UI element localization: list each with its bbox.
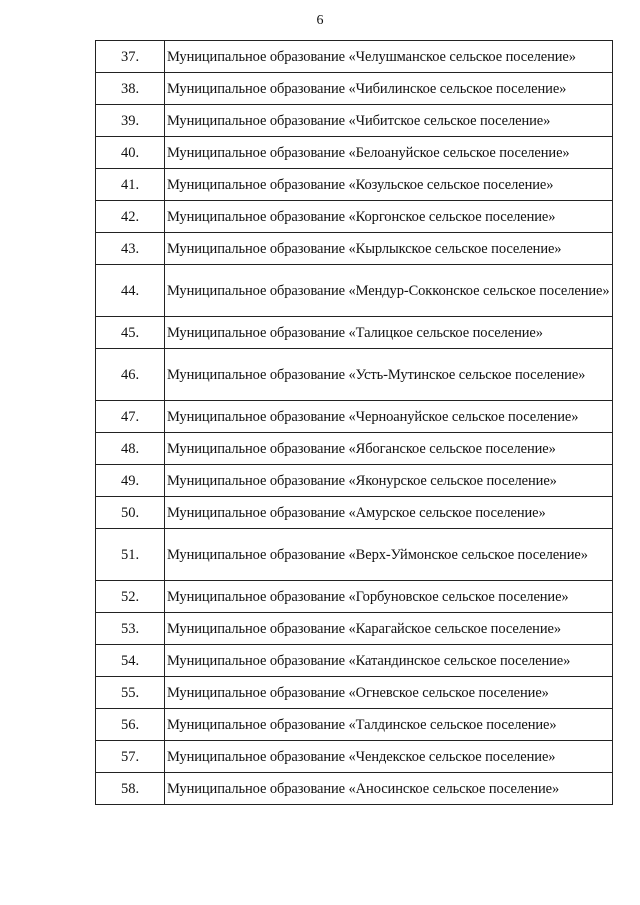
row-number: 46.	[96, 349, 165, 401]
municipality-name: Муниципальное образование «Огневское сельское поселение»	[165, 677, 613, 709]
municipality-name: Муниципальное образование «Белоануйское сельское поселение»	[165, 137, 613, 169]
table-row	[96, 41, 613, 73]
municipality-name: Муниципальное образование «Ябоганское сельское поселение»	[165, 433, 613, 465]
table-row	[96, 773, 613, 805]
row-number: 57.	[96, 741, 165, 773]
table-row	[96, 709, 613, 741]
row-number: 43.	[96, 233, 165, 265]
row-number: 53.	[96, 613, 165, 645]
row-number: 58.	[96, 773, 165, 805]
table-row	[96, 645, 613, 677]
municipality-name: Муниципальное образование «Челушманское сельское поселение»	[165, 41, 613, 73]
table-row	[96, 265, 613, 317]
municipality-name: Муниципальное образование «Аносинское сельское поселение»	[165, 773, 613, 805]
municipality-name: Муниципальное образование «Чибилинское сельское поселение»	[165, 73, 613, 105]
municipality-table	[95, 40, 613, 805]
table-row	[96, 233, 613, 265]
municipality-name: Муниципальное образование «Талицкое сельское поселение»	[165, 317, 613, 349]
row-number: 56.	[96, 709, 165, 741]
table-row	[96, 317, 613, 349]
municipality-name: Муниципальное образование «Верх-Уймонское сельское поселение»	[165, 529, 613, 581]
table-row	[96, 529, 613, 581]
row-number: 44.	[96, 265, 165, 317]
municipality-name: Муниципальное образование «Черноануйское сельское поселение»	[165, 401, 613, 433]
row-number: 45.	[96, 317, 165, 349]
table-row	[96, 137, 613, 169]
row-number: 50.	[96, 497, 165, 529]
row-number: 52.	[96, 581, 165, 613]
table-row	[96, 169, 613, 201]
table-row	[96, 497, 613, 529]
municipality-name: Муниципальное образование «Амурское сельское поселение»	[165, 497, 613, 529]
table-row	[96, 201, 613, 233]
municipality-name: Муниципальное образование «Горбуновское сельское поселение»	[165, 581, 613, 613]
municipality-name: Муниципальное образование «Чендекское сельское поселение»	[165, 741, 613, 773]
row-number: 47.	[96, 401, 165, 433]
table-row	[96, 677, 613, 709]
row-number: 39.	[96, 105, 165, 137]
row-number: 54.	[96, 645, 165, 677]
municipality-name: Муниципальное образование «Коргонское сельское поселение»	[165, 201, 613, 233]
row-number: 40.	[96, 137, 165, 169]
municipality-name: Муниципальное образование «Карагайское сельское поселение»	[165, 613, 613, 645]
table-row	[96, 401, 613, 433]
row-number: 51.	[96, 529, 165, 581]
table-row	[96, 741, 613, 773]
municipality-name: Муниципальное образование «Катандинское сельское поселение»	[165, 645, 613, 677]
table-row	[96, 581, 613, 613]
table-row	[96, 465, 613, 497]
row-number: 55.	[96, 677, 165, 709]
municipality-name: Муниципальное образование «Мендур-Сокконское сельское поселение»	[165, 265, 613, 317]
table-row	[96, 613, 613, 645]
municipality-name: Муниципальное образование «Козульское сельское поселение»	[165, 169, 613, 201]
row-number: 42.	[96, 201, 165, 233]
row-number: 48.	[96, 433, 165, 465]
municipality-name: Муниципальное образование «Усть-Мутинское сельское поселение»	[165, 349, 613, 401]
municipality-name: Муниципальное образование «Кырлыкское сельское поселение»	[165, 233, 613, 265]
row-number: 41.	[96, 169, 165, 201]
municipality-name: Муниципальное образование «Яконурское сельское поселение»	[165, 465, 613, 497]
row-number: 37.	[96, 41, 165, 73]
row-number: 38.	[96, 73, 165, 105]
page-number: 6	[316, 13, 324, 28]
table-row	[96, 73, 613, 105]
table-row	[96, 433, 613, 465]
municipality-name: Муниципальное образование «Чибитское сельское поселение»	[165, 105, 613, 137]
row-number: 49.	[96, 465, 165, 497]
municipality-name: Муниципальное образование «Талдинское сельское поселение»	[165, 709, 613, 741]
table-row	[96, 105, 613, 137]
table-row	[96, 349, 613, 401]
